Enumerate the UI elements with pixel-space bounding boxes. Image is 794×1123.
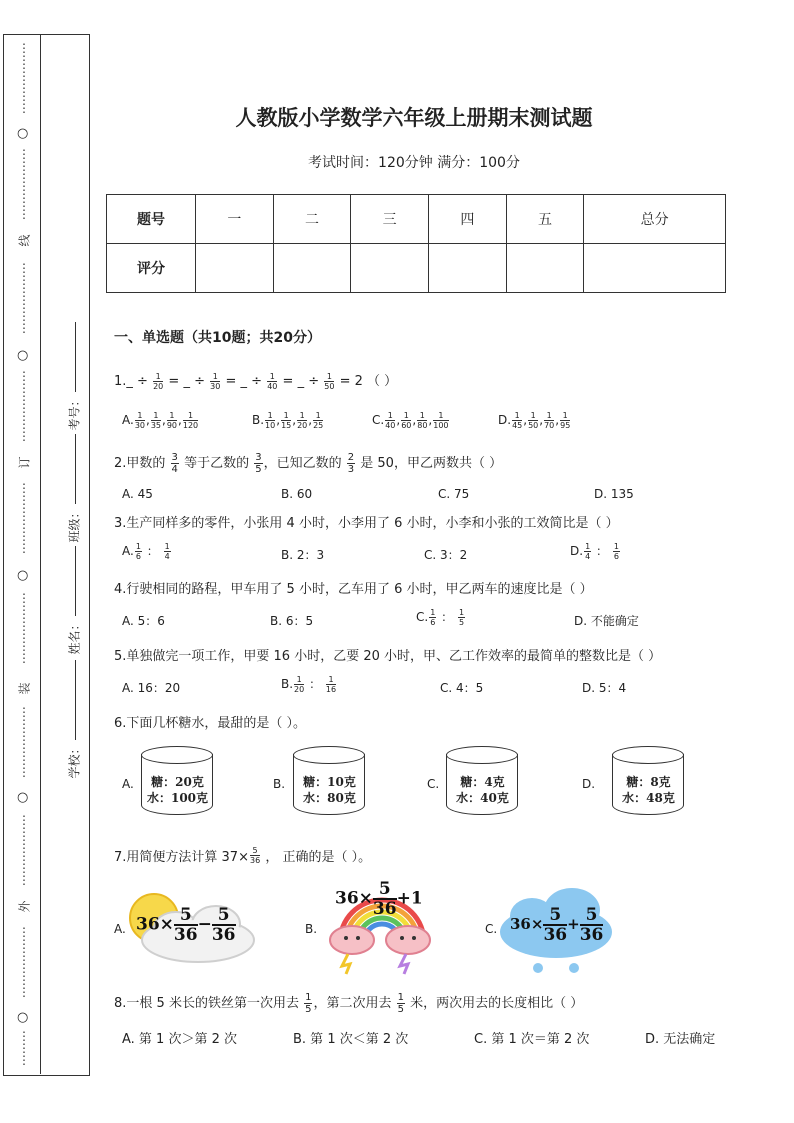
question-7-option-a-label[interactable]: A. — [114, 922, 126, 936]
question-2-option-a[interactable]: A. 45 — [122, 487, 153, 501]
score-header-cell: 总分 — [584, 195, 726, 244]
score-table-header-row — [107, 195, 726, 244]
margin-circle: ○ — [17, 790, 29, 805]
margin-circle: ○ — [17, 126, 29, 141]
question-6-stem: 6.下面几杯糖水，最甜的是（ ）。 — [114, 716, 307, 731]
score-cell[interactable] — [429, 244, 507, 293]
margin-label-wai: 外 — [17, 900, 32, 913]
question-1-option-a[interactable]: A. $\frac{1}{30}$ , $\frac{1}{35}$ , $\frac{1}{90}$ , $\frac{1}{120}$ — [122, 411, 199, 430]
margin-dots: ⋮ ⋮ ⋮ ⋮ ⋮ ⋮ — [18, 147, 30, 221]
field-class-line[interactable] — [75, 434, 76, 504]
question-7-option-c-label[interactable]: C. — [485, 922, 498, 936]
question-3-stem: 3.生产同样多的零件，小张用 4 小时，小李用了 6 小时，小李和小张的工效简比是（ ） — [114, 516, 619, 531]
question-2-option-d[interactable]: D. 135 — [594, 487, 634, 501]
question-3-option-d[interactable]: D. $\frac{1}{4}$ ： $\frac{1}{6}$ — [570, 542, 619, 561]
question-4-option-b[interactable]: B. 6：5 — [270, 614, 314, 628]
question-1-option-d[interactable]: D. $\frac{1}{45}$ , $\frac{1}{50}$ , $\frac{1}{70}$ , $\frac{1}{95}$ — [498, 411, 571, 430]
score-header-cell: 四 — [429, 195, 507, 244]
page-title: 人教版小学数学六年级上册期末测试题 — [235, 105, 593, 130]
question-4-stem: 4.行驶相同的路程，甲车用了 5 小时，乙车用了 6 小时，甲乙两车的速度比是（ ） — [114, 582, 593, 597]
question-7-option-c-expression[interactable]: 36× $\frac{5}{36}$ + $\frac{5}{36}$ — [510, 905, 604, 945]
score-cell[interactable] — [196, 244, 274, 293]
field-name-line[interactable] — [75, 546, 76, 616]
question-8-option-d[interactable]: D. 无法确定 — [645, 1032, 716, 1047]
question-1-option-b[interactable]: B. $\frac{1}{10}$ , $\frac{1}{15}$ , $\frac{1}{20}$ , $\frac{1}{25}$ — [252, 411, 324, 430]
question-5-option-a[interactable]: A. 16：20 — [122, 681, 181, 695]
score-row-label: 评分 — [107, 244, 196, 293]
margin-label-zhuang: 装 — [17, 682, 32, 695]
question-6-option-d-label[interactable]: D. — [582, 777, 596, 791]
margin-dots: ⋮ ⋮ ⋮ ⋮ ⋮ ⋮ — [18, 41, 30, 115]
margin-dots: ⋮ ⋮ ⋮ ⋮ ⋮ ⋮ — [18, 925, 30, 999]
score-cell[interactable] — [584, 244, 726, 293]
question-6-cup-b[interactable]: 糖：10克 水：80克 — [293, 746, 365, 822]
question-6-cup-a[interactable]: 糖：20克 水：100克 — [141, 746, 213, 822]
field-class-label: 班级： — [67, 506, 82, 543]
question-5-stem: 5.单独做完一项工作，甲要 16 小时，乙要 20 小时，甲、乙工作效率的最简单的整数比是（ ） — [114, 649, 662, 664]
question-3-option-a[interactable]: A. $\frac{1}{6}$ ： $\frac{1}{4}$ — [122, 542, 170, 561]
score-table — [106, 194, 726, 293]
question-6-option-c-label[interactable]: C. — [427, 777, 440, 791]
margin-circle: ○ — [17, 348, 29, 363]
question-4-option-a[interactable]: A. 5：6 — [122, 614, 165, 628]
binding-margin — [3, 34, 90, 1076]
margin-circle: ○ — [17, 1010, 29, 1025]
question-5-option-c[interactable]: C. 4：5 — [440, 681, 484, 695]
field-exam-number-line[interactable] — [75, 322, 76, 392]
question-7-option-b-expression[interactable]: 36× $\frac{5}{36}$ +1 — [335, 879, 423, 919]
question-3-option-c[interactable]: C. 3：2 — [424, 548, 468, 562]
question-4-option-d[interactable]: D. 不能确定 — [574, 614, 639, 628]
score-header-cell: 五 — [506, 195, 584, 244]
question-1-option-c[interactable]: C. $\frac{1}{40}$ , $\frac{1}{60}$ , $\frac{1}{80}$ , $\frac{1}{100}$ — [372, 411, 449, 430]
margin-dots: ⋮ ⋮ ⋮ ⋮ ⋮ ⋮ — [18, 481, 30, 555]
question-2-stem: 2.甲数的 $\frac{3}{4}$ 等于乙数的 $\frac{3}{5}$ ，已知乙数的 $\frac{2}{3}$ 是 50，甲乙两数共（ ） — [114, 452, 503, 475]
field-exam-number-label: 考号： — [67, 394, 82, 431]
question-7-option-b-label[interactable]: B. — [305, 922, 318, 936]
field-name-label: 姓名： — [67, 618, 82, 655]
score-header-cell: 三 — [351, 195, 429, 244]
question-2-option-b[interactable]: B. 60 — [281, 487, 313, 501]
margin-dots: ⋮ ⋮ ⋮ — [18, 1029, 30, 1067]
question-4-option-c[interactable]: C. $\frac{1}{6}$ ： $\frac{1}{5}$ — [416, 608, 465, 627]
question-8-option-b[interactable]: B. 第 1 次＜第 2 次 — [293, 1032, 409, 1047]
question-7-option-a-expression[interactable]: 36× $\frac{5}{36}$ − $\frac{5}{36}$ — [136, 905, 236, 945]
margin-label-ding: 订 — [17, 456, 32, 469]
question-8-option-a[interactable]: A. 第 1 次＞第 2 次 — [122, 1032, 238, 1047]
binding-divider — [40, 34, 41, 1074]
question-6-cup-c[interactable]: 糖：4克 水：40克 — [446, 746, 518, 822]
question-2-option-c[interactable]: C. 75 — [438, 487, 470, 501]
exam-info: 考试时间：120分钟 满分：100分 — [308, 155, 520, 171]
question-6-cup-d[interactable]: 糖：8克 水：48克 — [612, 746, 684, 822]
question-8-stem: 8.一根 5 米长的铁丝第一次用去 $\frac{1}{5}$ ，第二次用去 $\frac{1}{5}$ 米，两次用去的长度相比（ ） — [114, 992, 584, 1015]
score-cell[interactable] — [351, 244, 429, 293]
question-7-stem: 7.用简便方法计算 37× $\frac{5}{36}$ ， 正确的是（ ）。 — [114, 846, 372, 865]
section-title: 一、单选题（共10题；共20分） — [114, 330, 321, 346]
score-cell[interactable] — [273, 244, 351, 293]
margin-dots: ⋮ ⋮ ⋮ ⋮ ⋮ ⋮ — [18, 261, 30, 335]
question-6-option-b-label[interactable]: B. — [273, 777, 286, 791]
question-3-option-b[interactable]: B. 2：3 — [281, 548, 325, 562]
question-1-stem: 1._ ÷ $\frac{1}{20}$ = _ ÷ $\frac{1}{30}$ = _ ÷ $\frac{1}{40}$ = _ ÷ $\frac{1}{50}$ = 2 （ ） — [114, 372, 398, 391]
score-header-cell: 题号 — [107, 195, 196, 244]
margin-dots: ⋮ ⋮ ⋮ ⋮ ⋮ ⋮ — [18, 705, 30, 779]
field-school-line[interactable] — [75, 660, 76, 740]
margin-dots: ⋮ ⋮ ⋮ ⋮ ⋮ ⋮ — [18, 369, 30, 443]
margin-dots: ⋮ ⋮ ⋮ ⋮ ⋮ ⋮ — [18, 591, 30, 665]
margin-dots: ⋮ ⋮ ⋮ ⋮ ⋮ ⋮ — [18, 813, 30, 887]
question-5-option-b[interactable]: B. $\frac{1}{20}$ ： $\frac{1}{16}$ — [281, 675, 337, 694]
score-header-cell: 一 — [196, 195, 274, 244]
margin-label-xian: 线 — [17, 234, 32, 247]
score-table-score-row — [107, 244, 726, 293]
score-cell[interactable] — [506, 244, 584, 293]
field-school-label: 学校： — [67, 742, 82, 779]
question-6-option-a-label[interactable]: A. — [122, 777, 134, 791]
question-5-option-d[interactable]: D. 5：4 — [582, 681, 627, 695]
margin-circle: ○ — [17, 568, 29, 583]
score-header-cell: 二 — [273, 195, 351, 244]
question-8-option-c[interactable]: C. 第 1 次＝第 2 次 — [474, 1032, 590, 1047]
